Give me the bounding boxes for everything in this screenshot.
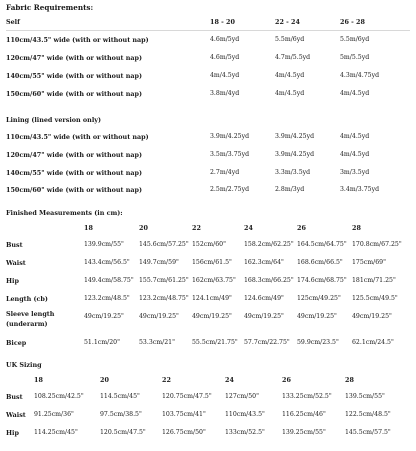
uk-cell: 120.5cm/47.5" xyxy=(100,429,146,436)
self-label: Self xyxy=(6,18,20,26)
lining-cell: 3.9m/4.25yd xyxy=(275,133,315,140)
self-row-label: 150cm/60" wide (with or without nap) xyxy=(6,90,142,98)
uk-cell: 97.5cm/38.5" xyxy=(100,411,142,418)
finished-cell: 145.6cm/57.25" xyxy=(139,241,189,248)
finished-size-header: 22 xyxy=(192,224,201,232)
finished-cell: 164.5cm/64.75" xyxy=(297,241,347,248)
finished-row-label: Hip xyxy=(6,277,19,285)
finished-cell: 53.3cm/21" xyxy=(139,339,175,346)
finished-cell: 123.2cm/48.5" xyxy=(84,295,130,302)
finished-cell: 59.9cm/23.5" xyxy=(297,339,339,346)
finished-measurements-title: Finished Measurements (in cm): xyxy=(6,209,123,217)
lining-cell: 2.7m/4yd xyxy=(210,169,240,176)
finished-cell: 125cm/49.25" xyxy=(297,295,341,302)
finished-cell: 124.6cm/49" xyxy=(244,295,284,302)
fabric-requirements-title: Fabric Requirements: xyxy=(6,3,94,12)
uk-row-label: Hip xyxy=(6,429,19,437)
uk-cell: 133cm/52.5" xyxy=(225,429,265,436)
self-cell: 4m/4.5yd xyxy=(275,72,305,79)
finished-cell: 62.1cm/24.5" xyxy=(352,339,394,346)
uk-size-header: 22 xyxy=(162,376,171,384)
uk-cell: 139.5cm/55" xyxy=(345,393,385,400)
divider xyxy=(6,30,410,31)
uk-size-header: 24 xyxy=(225,376,234,384)
finished-cell: 162cm/63.75" xyxy=(192,277,236,284)
self-cell: 3.8m/4yd xyxy=(210,90,240,97)
fabric-size-header: 18 - 20 xyxy=(210,18,235,26)
uk-cell: 139.25cm/55" xyxy=(282,429,326,436)
uk-size-header: 26 xyxy=(282,376,291,384)
finished-cell: 162.3cm/64" xyxy=(244,259,284,266)
finished-cell: 49cm/19.25" xyxy=(84,313,124,320)
self-cell: 4.7m/5.5yd xyxy=(275,54,311,61)
finished-cell: 152cm/60" xyxy=(192,241,226,248)
lining-cell: 3.9m/4.25yd xyxy=(275,151,315,158)
uk-size-header: 28 xyxy=(345,376,354,384)
lining-row-label: 110cm/43.5" wide (with or without nap) xyxy=(6,133,149,141)
lining-cell: 3m/3.5yd xyxy=(340,169,370,176)
finished-cell: 49cm/19.25" xyxy=(192,313,232,320)
finished-cell: 149.4cm/58.75" xyxy=(84,277,134,284)
uk-cell: 103.75cm/41" xyxy=(162,411,206,418)
lining-cell: 3.4m/3.75yd xyxy=(340,186,380,193)
finished-row-label: Length (cb) xyxy=(6,295,48,303)
fabric-size-header: 26 - 28 xyxy=(340,18,365,26)
uk-size-header: 20 xyxy=(100,376,109,384)
self-row-label: 140cm/55" wide (with or without nap) xyxy=(6,72,142,80)
lining-row-label: 120cm/47" wide (with or without nap) xyxy=(6,151,142,159)
finished-cell: 139.9cm/55" xyxy=(84,241,124,248)
lining-cell: 3.9m/4.25yd xyxy=(210,133,250,140)
finished-cell: 49cm/19.25" xyxy=(244,313,284,320)
finished-cell: 158.2cm/62.25" xyxy=(244,241,294,248)
uk-cell: 133.25cm/52.5" xyxy=(282,393,332,400)
uk-cell: 114.5cm/45" xyxy=(100,393,140,400)
uk-size-header: 18 xyxy=(34,376,43,384)
finished-cell: 49cm/19.25" xyxy=(297,313,337,320)
finished-cell: 168.6cm/66.5" xyxy=(297,259,343,266)
lining-row-label: 150cm/60" wide (with or without nap) xyxy=(6,186,142,194)
finished-row-label: Bust xyxy=(6,241,23,249)
finished-cell: 143.4cm/56.5" xyxy=(84,259,130,266)
finished-cell: 174.6cm/68.75" xyxy=(297,277,347,284)
finished-row-label: Sleeve length xyxy=(6,310,55,318)
uk-cell: 127cm/50" xyxy=(225,393,259,400)
lining-cell: 3.3m/3.5yd xyxy=(275,169,311,176)
uk-cell: 110cm/43.5" xyxy=(225,411,265,418)
uk-cell: 145.5cm/57.5" xyxy=(345,429,391,436)
finished-cell: 125.5cm/49.5" xyxy=(352,295,398,302)
uk-sizing-title: UK Sizing xyxy=(6,361,42,369)
finished-size-header: 26 xyxy=(297,224,306,232)
finished-cell: 57.7cm/22.75" xyxy=(244,339,290,346)
finished-row-label: Bicep xyxy=(6,339,27,347)
lining-row-label: 140cm/55" wide (with or without nap) xyxy=(6,169,142,177)
uk-cell: 114.25cm/45" xyxy=(34,429,78,436)
finished-row-label-sub: (underarm) xyxy=(6,320,48,328)
lining-cell: 4m/4.5yd xyxy=(340,133,370,140)
self-cell: 4m/4.5yd xyxy=(210,72,240,79)
uk-cell: 120.75cm/47.5" xyxy=(162,393,212,400)
lining-cell: 2.5m/2.75yd xyxy=(210,186,250,193)
finished-cell: 124.1cm/49" xyxy=(192,295,232,302)
self-cell: 5.5m/6yd xyxy=(340,36,370,43)
uk-cell: 122.5cm/48.5" xyxy=(345,411,391,418)
uk-cell: 108.25cm/42.5" xyxy=(34,393,84,400)
self-row-label: 110cm/43.5" wide (with or without nap) xyxy=(6,36,149,44)
finished-cell: 49cm/19.25" xyxy=(139,313,179,320)
self-cell: 5m/5.5yd xyxy=(340,54,370,61)
self-cell: 4.6m/5yd xyxy=(210,54,240,61)
self-cell: 4m/4.5yd xyxy=(340,90,370,97)
finished-size-header: 20 xyxy=(139,224,148,232)
finished-size-header: 18 xyxy=(84,224,93,232)
finished-cell: 123.2cm/48.75" xyxy=(139,295,189,302)
finished-size-header: 24 xyxy=(244,224,253,232)
uk-row-label: Waist xyxy=(6,411,26,419)
self-cell: 4.3m/4.75yd xyxy=(340,72,380,79)
finished-cell: 175cm/69" xyxy=(352,259,386,266)
self-cell: 4m/4.5yd xyxy=(275,90,305,97)
finished-cell: 168.3cm/66.25" xyxy=(244,277,294,284)
uk-cell: 91.25cm/36" xyxy=(34,411,74,418)
uk-cell: 116.25cm/46" xyxy=(282,411,326,418)
finished-cell: 149.7cm/59" xyxy=(139,259,179,266)
self-cell: 5.5m/6yd xyxy=(275,36,305,43)
lining-label: Lining (lined version only) xyxy=(6,116,101,124)
uk-row-label: Bust xyxy=(6,393,23,401)
lining-cell: 4m/4.5yd xyxy=(340,151,370,158)
finished-cell: 155.7cm/61.25" xyxy=(139,277,189,284)
fabric-size-header: 22 - 24 xyxy=(275,18,300,26)
finished-row-label: Waist xyxy=(6,259,26,267)
lining-cell: 3.5m/3.75yd xyxy=(210,151,250,158)
finished-cell: 55.5cm/21.75" xyxy=(192,339,238,346)
finished-cell: 181cm/71.25" xyxy=(352,277,396,284)
lining-cell: 2.8m/3yd xyxy=(275,186,305,193)
finished-cell: 170.8cm/67.25" xyxy=(352,241,402,248)
finished-cell: 49cm/19.25" xyxy=(352,313,392,320)
self-row-label: 120cm/47" wide (with or without nap) xyxy=(6,54,142,62)
finished-cell: 51.1cm/20" xyxy=(84,339,120,346)
self-cell: 4.6m/5yd xyxy=(210,36,240,43)
uk-cell: 126.75cm/50" xyxy=(162,429,206,436)
finished-cell: 156cm/61.5" xyxy=(192,259,232,266)
finished-size-header: 28 xyxy=(352,224,361,232)
